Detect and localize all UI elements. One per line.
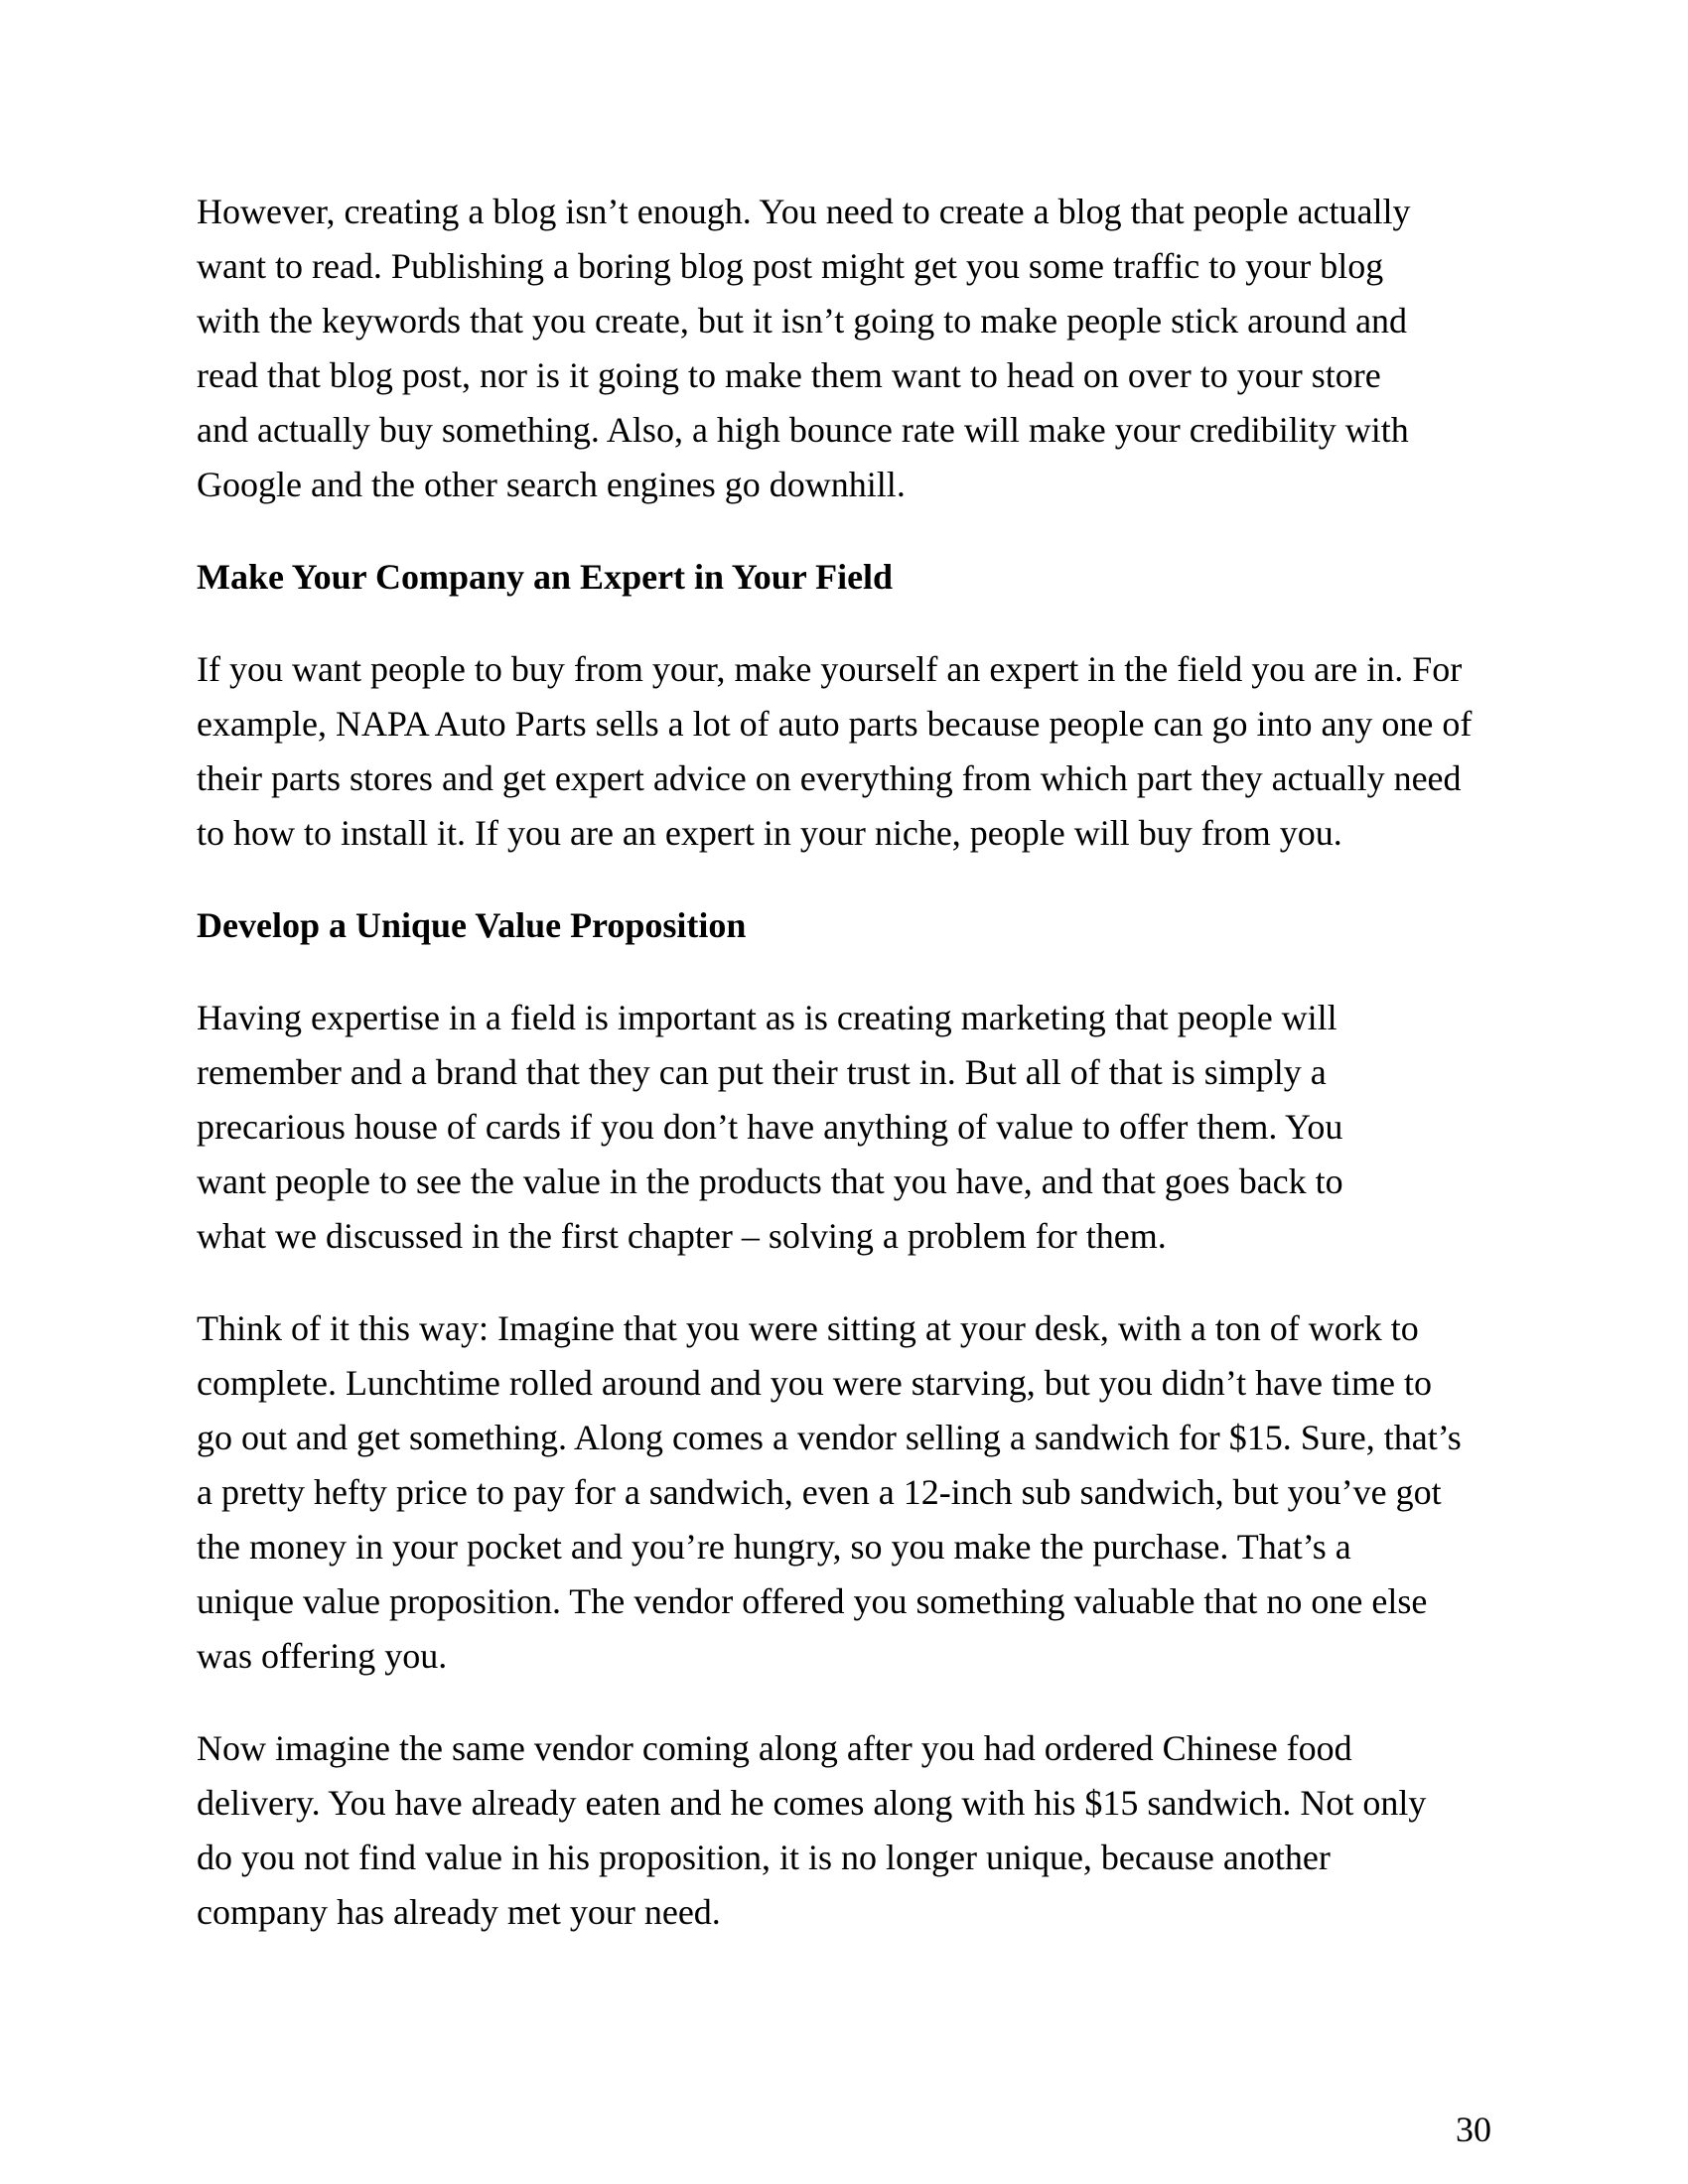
text-line: company has already met your need.	[197, 1892, 721, 1932]
text-line: If you want people to buy from your, make yourself an expert in the field you are in. For	[197, 649, 1463, 689]
text-line: to how to install it. If you are an expert in your niche, people will buy from you.	[197, 813, 1342, 853]
text-line: delivery. You have already eaten and he comes along with his $15 sandwich. Not only	[197, 1783, 1427, 1823]
text-line: with the keywords that you create, but it isn’t going to make people stick around and	[197, 301, 1408, 341]
text-line: was offering you.	[197, 1636, 448, 1676]
text-line: remember and a brand that they can put their trust in. But all of that is simply a	[197, 1052, 1327, 1092]
page-number: 30	[1456, 2110, 1491, 2149]
text-line: do you not find value in his proposition, it is no longer unique, because another	[197, 1838, 1331, 1877]
section-heading-expert-field: Make Your Company an Expert in Your Field	[197, 557, 894, 597]
text-line: a pretty hefty price to pay for a sandwich, even a 12-inch sub sandwich, but you’ve got	[197, 1472, 1442, 1512]
body-paragraph	[197, 991, 1539, 1264]
body-paragraph	[197, 642, 1539, 861]
text-line: Google and the other search engines go downhill.	[197, 465, 906, 504]
text-line: unique value proposition. The vendor offered you something valuable that no one else	[197, 1581, 1428, 1621]
text-line: and actually buy something. Also, a high bounce rate will make your credibility with	[197, 410, 1409, 450]
text-line: their parts stores and get expert advice on everything from which part they actually need	[197, 758, 1462, 798]
body-paragraph	[197, 185, 1539, 512]
body-paragraph	[197, 1301, 1539, 1684]
text-line: complete. Lunchtime rolled around and you were starving, but you didn’t have time to	[197, 1363, 1433, 1403]
text-line: Having expertise in a field is important as is creating marketing that people will	[197, 998, 1337, 1037]
text-line: However, creating a blog isn’t enough. You need to create a blog that people actually	[197, 192, 1411, 231]
text-line: precarious house of cards if you don’t have anything of value to offer them. You	[197, 1107, 1343, 1147]
text-line: example, NAPA Auto Parts sells a lot of auto parts because people can go into any one of	[197, 704, 1473, 744]
text-line: read that blog post, nor is it going to make them want to head on over to your store	[197, 355, 1381, 395]
text-line: Think of it this way: Imagine that you were sitting at your desk, with a ton of work to	[197, 1308, 1419, 1348]
text-line: Now imagine the same vendor coming along after you had ordered Chinese food	[197, 1728, 1352, 1768]
page-content	[197, 185, 1539, 1978]
text-line: want to read. Publishing a boring blog post might get you some traffic to your blog	[197, 246, 1384, 286]
text-line: want people to see the value in the products that you have, and that goes back to	[197, 1161, 1343, 1201]
text-line: what we discussed in the first chapter – solving a problem for them.	[197, 1216, 1167, 1256]
section-heading-value-proposition: Develop a Unique Value Proposition	[197, 905, 747, 945]
body-paragraph	[197, 1721, 1539, 1940]
text-line: the money in your pocket and you’re hungry, so you make the purchase. That’s a	[197, 1527, 1351, 1567]
text-line: go out and get something. Along comes a vendor selling a sandwich for $15. Sure, that’s	[197, 1418, 1462, 1457]
